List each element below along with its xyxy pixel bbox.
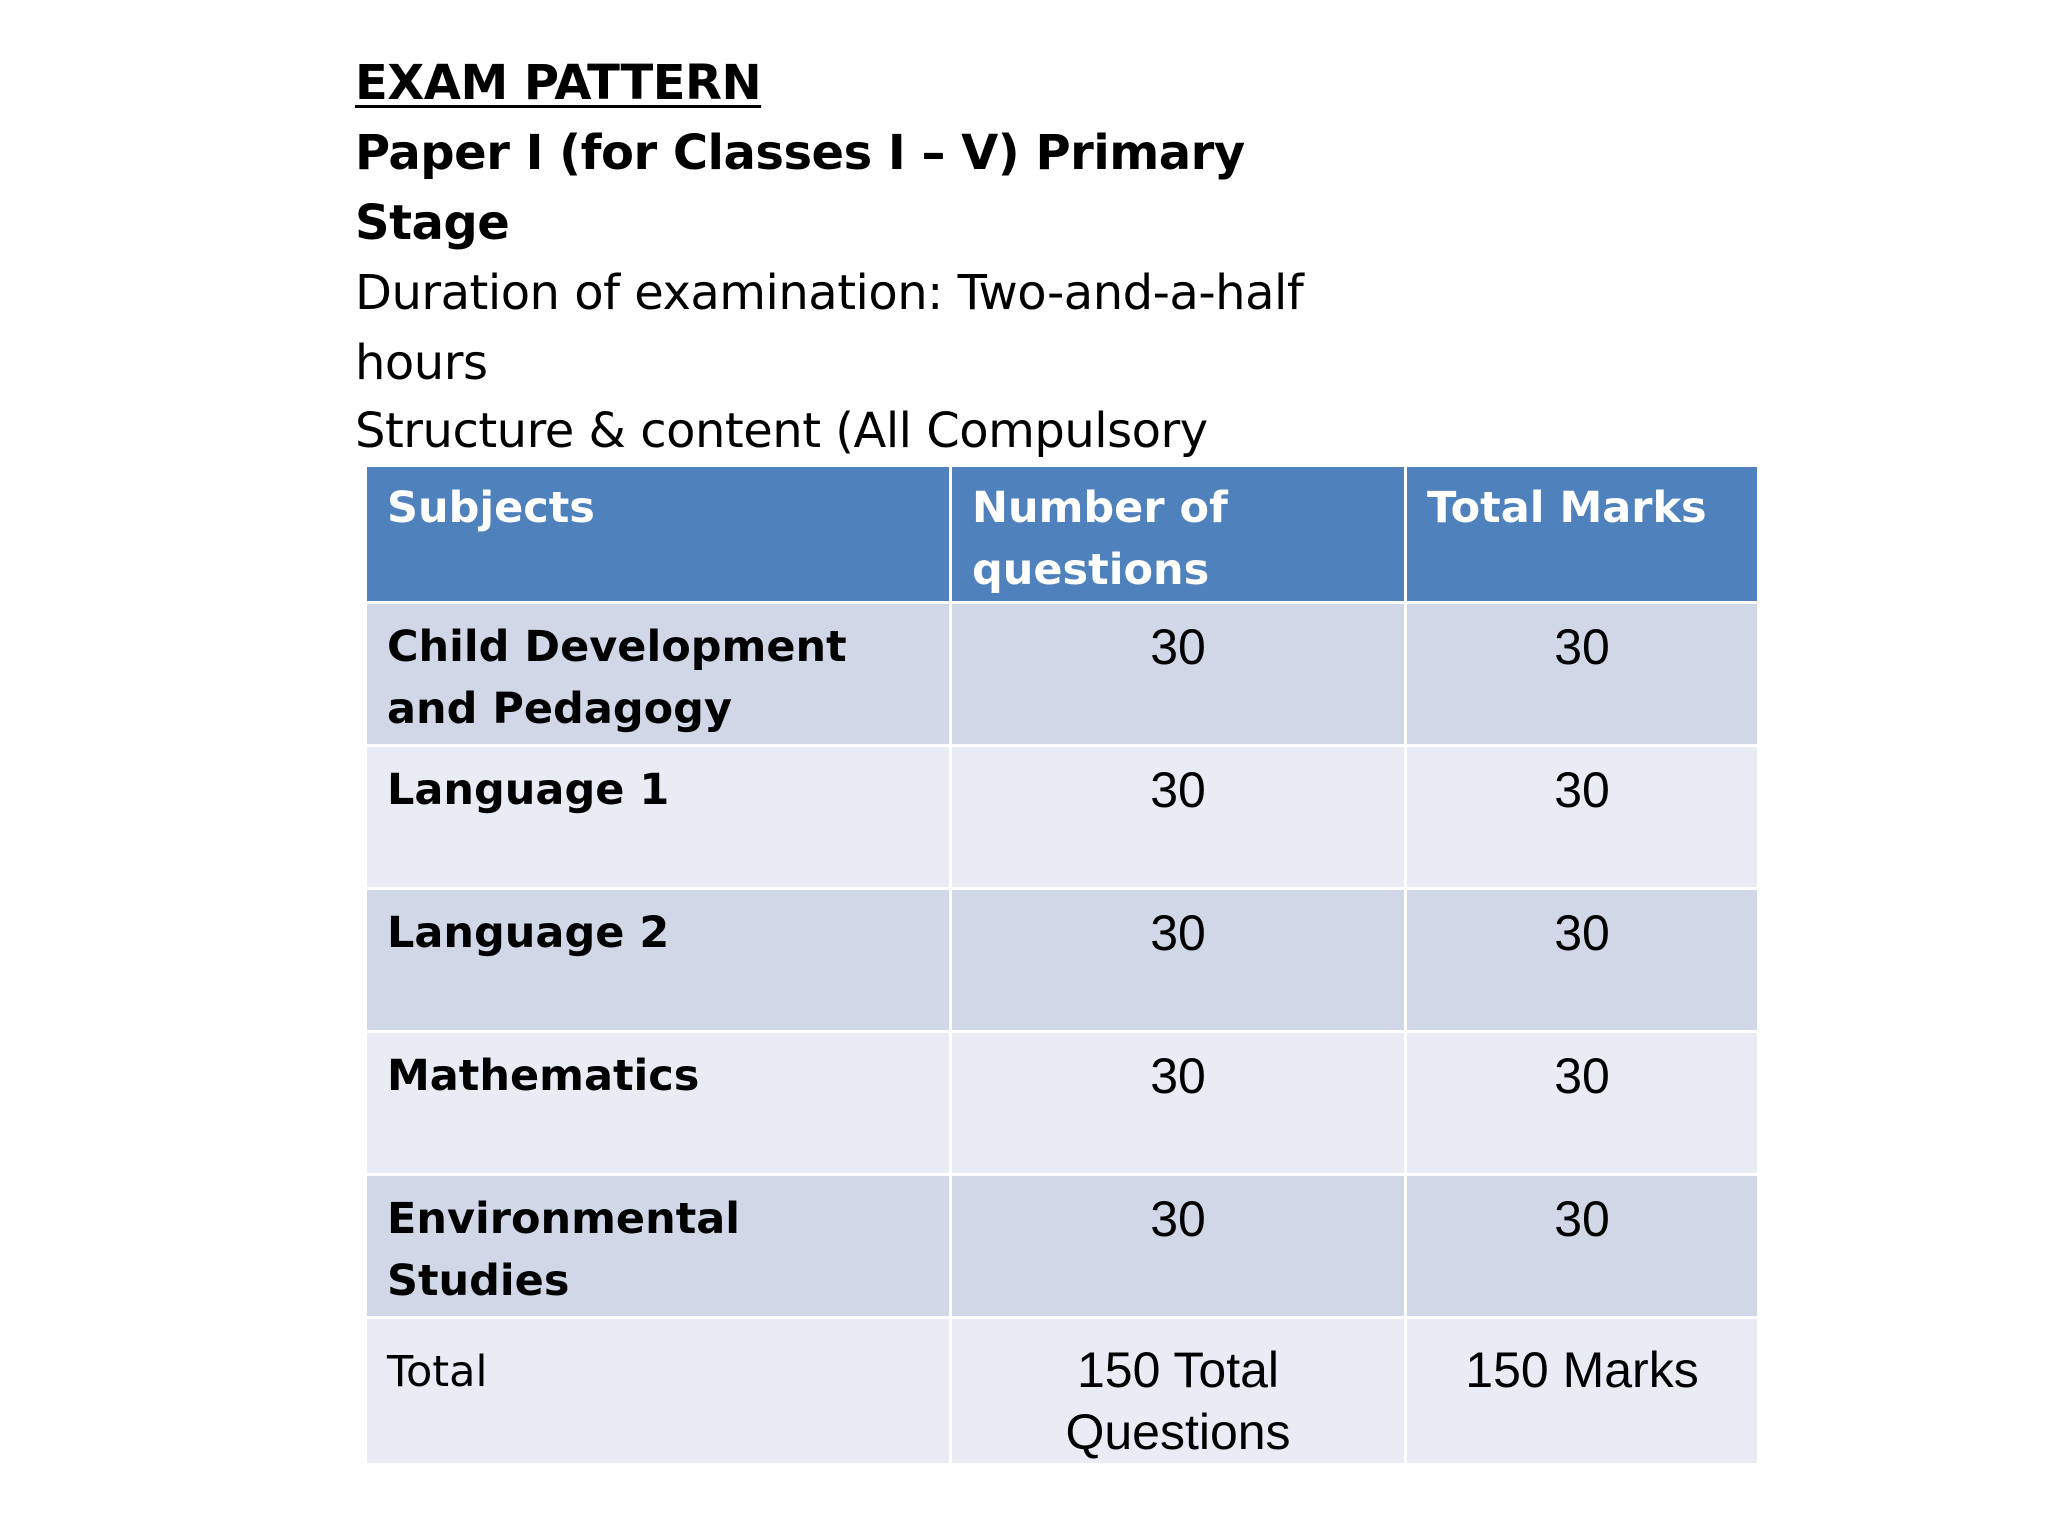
questions-cell: 30: [951, 746, 1406, 889]
table-row: [366, 889, 1759, 1032]
table-row: [366, 603, 1759, 746]
column-header-subjects: Subjects: [366, 466, 951, 603]
marks-cell: 30: [1406, 889, 1759, 1032]
subject-cell: Language 1: [366, 746, 951, 889]
questions-cell: 30: [951, 889, 1406, 1032]
table-row: [366, 1032, 1759, 1175]
marks-cell: 30: [1406, 1175, 1759, 1318]
column-header-marks: Total Marks: [1406, 466, 1759, 603]
table-row: [366, 1175, 1759, 1318]
marks-cell: 30: [1406, 746, 1759, 889]
structure-heading: Structure & content (All Compulsory: [355, 403, 1208, 459]
table-total-row: [366, 1318, 1759, 1465]
marks-cell: 30: [1406, 603, 1759, 746]
subject-cell: Language 2: [366, 889, 951, 1032]
exam-duration: Duration of examination: Two-and-a-half hours: [355, 265, 1304, 391]
subject-cell: Environmental Studies: [366, 1175, 951, 1318]
total-marks: 150 Marks: [1406, 1318, 1759, 1465]
total-label: Total: [366, 1318, 951, 1465]
questions-cell: 30: [951, 1175, 1406, 1318]
subject-cell: Mathematics: [366, 1032, 951, 1175]
total-questions: 150 Total Questions: [951, 1318, 1406, 1465]
column-header-questions: Number of questions: [951, 466, 1406, 603]
marks-cell: 30: [1406, 1032, 1759, 1175]
slide-heading-block: [355, 48, 1355, 398]
questions-cell: 30: [951, 603, 1406, 746]
table-header-row: [366, 466, 1759, 603]
subject-cell: Child Development and Pedagogy: [366, 603, 951, 746]
paper-subtitle: Paper I (for Classes I – V) Primary Stage: [355, 125, 1245, 251]
page-title: EXAM PATTERN: [355, 55, 762, 111]
questions-cell: 30: [951, 1032, 1406, 1175]
exam-pattern-table: [364, 464, 1760, 1466]
table-row: [366, 746, 1759, 889]
